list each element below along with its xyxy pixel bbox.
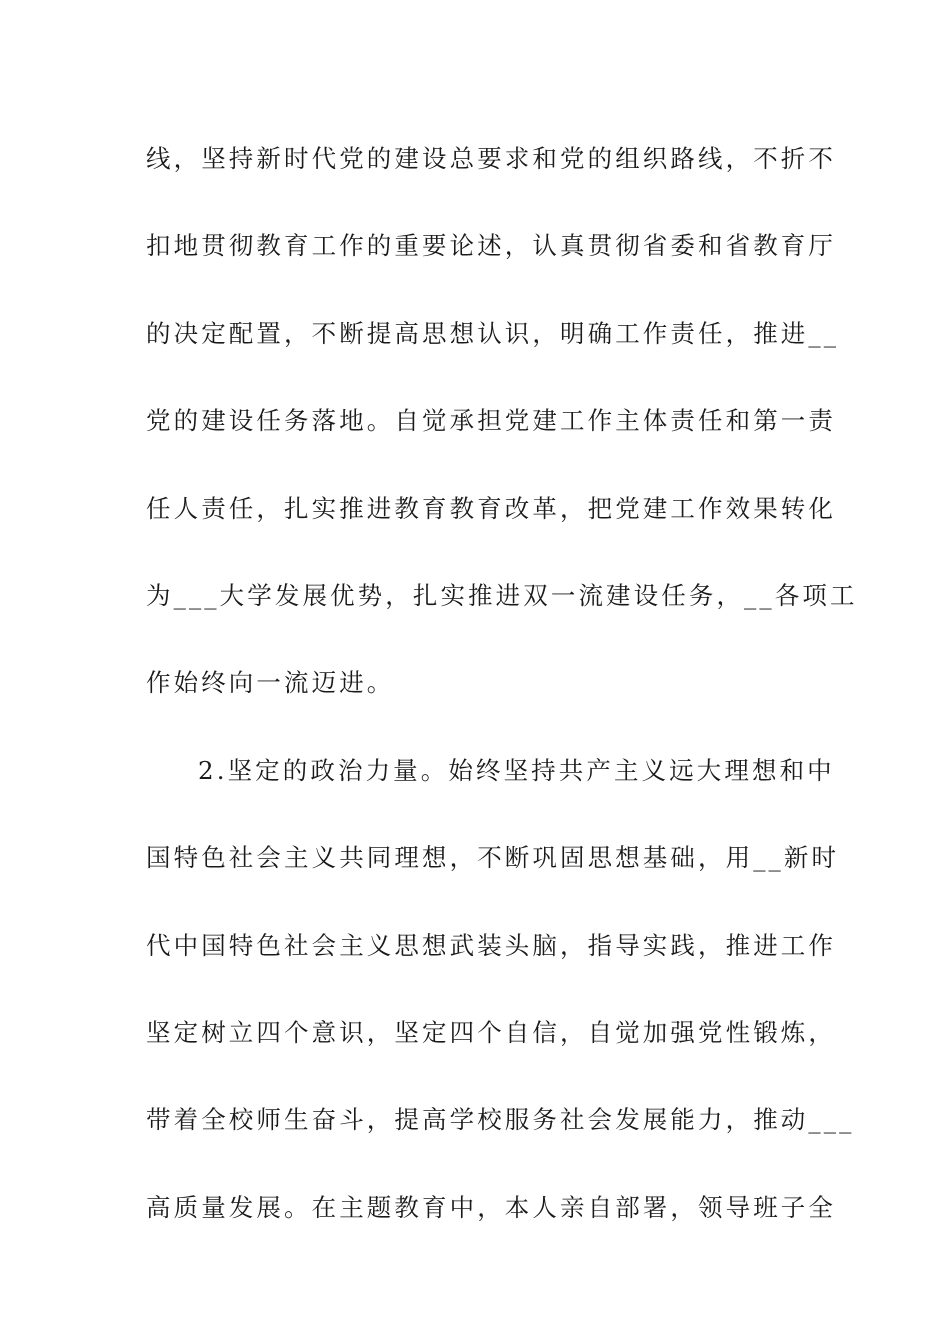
document-body bbox=[146, 130, 858, 1266]
text-line: 的决定配置，不断提高思想认识，明确工作责任，推进__ bbox=[146, 318, 840, 348]
paragraph-start-line: 2.坚定的政治力量。始终坚持共产主义远大理想和中 bbox=[198, 755, 835, 785]
text-line: 为___大学发展优势，扎实推进双一流建设任务，__各项工 bbox=[146, 580, 858, 610]
text-line: 作始终向一流迈进。 bbox=[146, 668, 395, 698]
text-line: 代中国特色社会主义思想武装头脑，指导实践，推进工作 bbox=[146, 930, 836, 960]
text-line: 扣地贯彻教育工作的重要论述，认真贯彻省委和省教育厅 bbox=[146, 231, 836, 261]
text-line: 党的建设任务落地。自觉承担党建工作主体责任和第一责 bbox=[146, 406, 836, 436]
text-line: 高质量发展。在主题教育中，本人亲自部署，领导班子全 bbox=[146, 1192, 836, 1222]
text-line: 国特色社会主义共同理想，不断巩固思想基础，用__新时 bbox=[146, 843, 840, 873]
text-line: 带着全校师生奋斗，提高学校服务社会发展能力，推动___ bbox=[146, 1105, 855, 1135]
text-line: 任人责任，扎实推进教育教育改革，把党建工作效果转化 bbox=[146, 493, 836, 523]
text-line: 坚定树立四个意识，坚定四个自信，自觉加强党性锻炼， bbox=[146, 1017, 836, 1047]
text-line: 线，坚持新时代党的建设总要求和党的组织路线，不折不 bbox=[146, 144, 836, 173]
